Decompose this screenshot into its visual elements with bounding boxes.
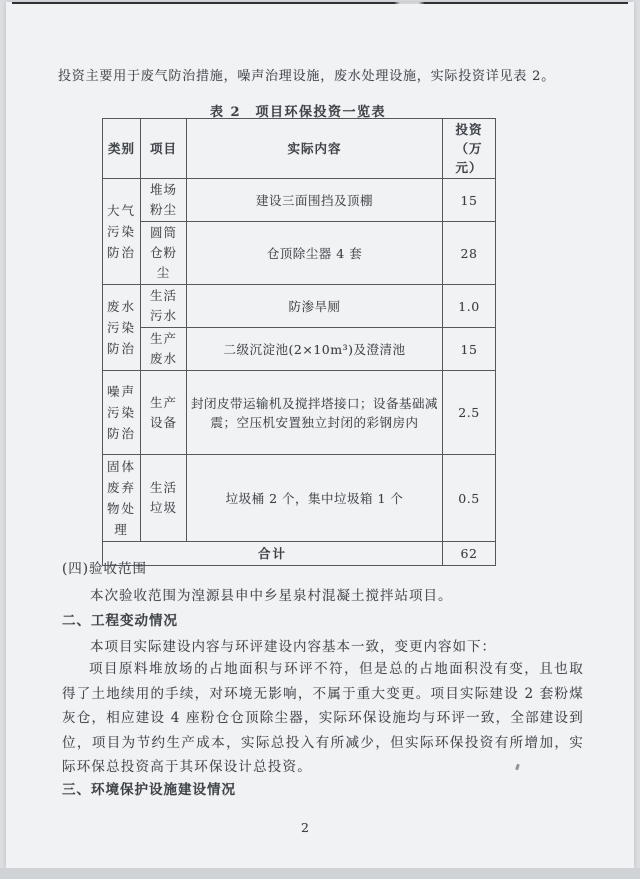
invest-domestic-garbage: 0.5	[443, 455, 496, 542]
section-4-body: 本次验收范围为湟源县申中乡星泉村混凝土搅拌站项目。	[90, 588, 453, 604]
table-title: 表 2 项目环保投资一览表	[209, 105, 387, 120]
section-3-heading: 三、环境保护设施建设情况	[62, 782, 236, 798]
category-air-pollution: 大气污染防治	[103, 179, 141, 285]
table-row	[103, 328, 496, 371]
col-header-content: 实际内容	[187, 119, 443, 179]
invest-silo-dust: 28	[443, 222, 496, 285]
table-row	[103, 222, 496, 285]
table-row	[103, 455, 496, 542]
page-number: 2	[301, 820, 309, 835]
intro-paragraph: 投资主要用于废气防治措施，噪声治理设施，废水处理设施，实际投资详见表 2。	[58, 69, 556, 84]
item-yard-dust: 堆场粉尘	[141, 179, 187, 222]
content-silo-dust: 仓顶除尘器 4 套	[187, 222, 443, 285]
col-header-item: 项目	[141, 119, 187, 179]
scan-bottom-strip	[0, 868, 640, 879]
invest-yard-dust: 15	[443, 179, 496, 222]
col-header-investment-line1: 投资	[455, 122, 483, 137]
scan-edge-line	[12, 2, 628, 4]
content-production-wastewater: 二级沉淀池(2×10m³)及澄清池	[187, 328, 443, 371]
content-domestic-garbage: 垃圾桶 2 个，集中垃圾箱 1 个	[187, 455, 443, 542]
category-wastewater: 废水污染防治	[103, 285, 141, 371]
table-row	[103, 179, 496, 222]
total-value: 62	[443, 542, 496, 566]
item-silo-dust: 圆筒仓粉尘	[141, 222, 187, 285]
document-page	[6, 2, 634, 868]
section-2-paragraph: 项目原料堆放场的占地面积与环评不符，但是总的占地面积没有变，且也取得了土地续用的手续，对环境无影响，不属于重大变更。项目实际建设 2 套粉煤灰仓，相应建设 4 座粉仓仓顶除尘器，实际环保设施均与环评一致，全部建设到位，项目为节约生产成本，实际总投入有所减少，但实际环保投资有所增加，实际环保总投资高于其环保设计总投资。	[62, 661, 584, 775]
col-header-investment	[443, 119, 496, 179]
item-domestic-sewage: 生活污水	[141, 285, 187, 328]
content-domestic-sewage: 防渗旱厕	[187, 285, 443, 328]
section-2-heading: 二、工程变动情况	[62, 613, 178, 629]
investment-table	[102, 118, 496, 566]
col-header-category: 类别	[103, 119, 141, 179]
invest-production-wastewater: 15	[443, 328, 496, 371]
invest-domestic-sewage: 1.0	[443, 285, 496, 328]
item-production-wastewater: 生产废水	[141, 328, 187, 371]
table-row	[103, 371, 496, 455]
invest-production-equipment: 2.5	[443, 371, 496, 455]
content-yard-dust: 建设三面围挡及顶棚	[187, 179, 443, 222]
table-row	[103, 285, 496, 328]
table-total-row	[103, 542, 496, 566]
table-header-row	[103, 119, 496, 179]
col-header-investment-line2: （万元）	[455, 141, 483, 175]
total-label: 合计	[103, 542, 443, 566]
content-production-equipment: 封闭皮带运输机及搅拌塔接口；设备基础减震；空压机安置独立封闭的彩钢房内	[187, 371, 443, 455]
section-4-heading: (四)验收范围	[62, 561, 148, 577]
category-solid-waste: 固体废弃物处理	[103, 455, 141, 542]
item-production-equipment: 生产设备	[141, 371, 187, 455]
category-noise: 噪声污染防治	[103, 371, 141, 455]
item-domestic-garbage: 生活垃圾	[141, 455, 187, 542]
section-2-intro: 本项目实际建设内容与环评建设内容基本一致，变更内容如下：	[90, 639, 496, 655]
